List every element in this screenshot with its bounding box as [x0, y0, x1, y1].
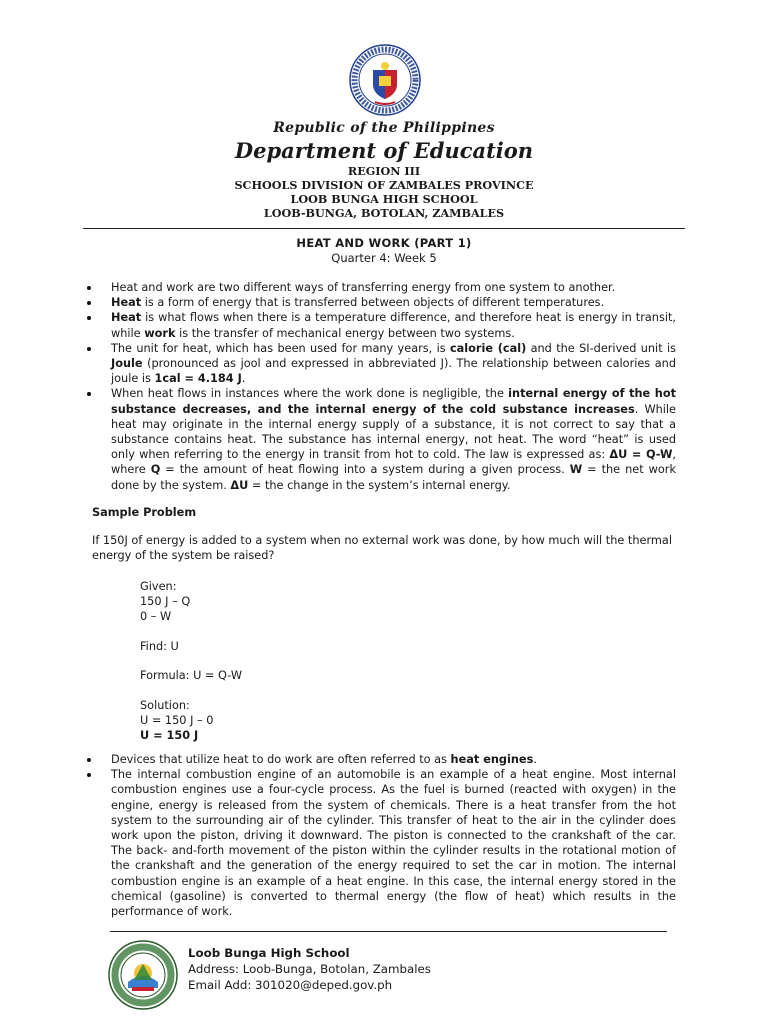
- republic-heading: Republic of the Philippines: [273, 120, 495, 136]
- bullet-text-run: ΔU = Q-W: [609, 448, 673, 462]
- bullet-text-run: .: [533, 753, 537, 766]
- bullet-text-run: = the net work done by the system.: [111, 463, 676, 492]
- given-label: Given:: [140, 580, 177, 593]
- given-q: 150 J – Q: [140, 595, 191, 608]
- footer-divider: [110, 931, 667, 932]
- bullet-text-run: .: [241, 372, 246, 386]
- bullet-item: [84, 280, 676, 295]
- footer-school-name: Loob Bunga High School: [188, 946, 350, 960]
- heat-engine-bullet-list: [84, 752, 676, 919]
- bullet-text-run: is a form of energy that is transferred between objects of different temperatures.: [141, 296, 605, 310]
- bullet-text-run: Heat: [111, 296, 142, 310]
- sample-question: If 150J of energy is added to a system when no external work was done, by how much will the thermal energy of the system be raised?: [92, 534, 672, 563]
- address-line: LOOB-BUNGA, BOTOLAN, ZAMBALES: [263, 206, 505, 220]
- bullet-text-run: Q: [150, 463, 161, 477]
- find-line: Find: U: [140, 640, 179, 653]
- solution-step: U = 150 J – 0: [140, 714, 214, 727]
- bullet-text-run: Devices that utilize heat to do work are often referred to as: [111, 753, 451, 766]
- bullet-text-run: and the SI-derived unit is: [526, 341, 676, 355]
- footer-address: Address: Loob-Bunga, Botolan, Zambales: [188, 962, 431, 976]
- bullet-text-run: Heat and work are two different ways of transferring energy from one system to another.: [111, 281, 616, 294]
- school-line: LOOB BUNGA HIGH SCHOOL: [290, 192, 478, 206]
- bullet-text-run: heat engines: [450, 753, 534, 766]
- bullet-text-run: ΔU: [230, 478, 249, 492]
- bullet-text-run: work: [144, 326, 176, 340]
- bullet-text-run: is the transfer of mechanical energy between two systems.: [175, 326, 515, 340]
- region-line: REGION III: [347, 164, 421, 178]
- deped-seal-icon: [349, 44, 421, 116]
- bullet-text-run: is what flows when there is a temperature difference, and therefore heat is energy in transit, while: [111, 311, 676, 340]
- bullet-item: [84, 386, 676, 492]
- bullet-text-run: (pronounced as jool and expressed in abbreviated J). The relationship between calories and joule is: [111, 357, 676, 386]
- bullet-text-run: , where: [111, 448, 676, 477]
- bullet-text-run: 1cal = 4.184 J: [154, 372, 242, 386]
- bullet-item: [84, 295, 676, 310]
- bullet-text-run: The unit for heat, which has been used for many years, is: [111, 341, 450, 355]
- bullet-text-run: . While heat may originate in the internal energy supply of a substance, it is not correct to say that a substance contains heat. The substance has internal energy, not heat. The word “heat” is used only when referring to the energy in transit from hot to cold. The law is expressed as:: [111, 402, 676, 462]
- bullet-item: [84, 767, 676, 919]
- bullet-text-run: = the amount of heat flowing into a system during a given process.: [160, 463, 570, 477]
- formula-line: Formula: U = Q-W: [140, 669, 242, 682]
- bullet-item: [84, 752, 676, 767]
- document-subtitle: Quarter 4: Week 5: [331, 251, 437, 265]
- bullet-text-run: internal energy of the hot substance decreases, and the internal energy of the cold substance increases: [111, 387, 676, 416]
- sample-problem-heading: Sample Problem: [92, 506, 197, 519]
- bullet-text-run: Joule: [111, 357, 143, 371]
- footer-email: Email Add: 301020@deped.gov.ph: [188, 978, 393, 992]
- solution-label: Solution:: [140, 699, 190, 712]
- solution-answer: U = 150 J: [140, 729, 199, 742]
- bullet-text-run: When heat flows in instances where the work done is negligible, the: [111, 387, 509, 401]
- bullet-text-run: W: [569, 463, 583, 477]
- division-line: SCHOOLS DIVISION OF ZAMBALES PROVINCE: [234, 178, 534, 192]
- bullet-item: [84, 310, 676, 340]
- given-w: 0 – W: [140, 610, 172, 623]
- bullet-text-run: The internal combustion engine of an automobile is an example of a heat engine. Most internal combustion engines use a four-cycle process. As the fuel is burned (reacted with oxygen) in the engine, energy is released from the system of chemicals. There is a heat transfer from the hot system to the surrounding air of the cylinder. This transfer of heat to the air in the cylinder does work upon the piston, driving it downward. The piston is connected to the crankshaft of the car. The back- and-forth movement of the piston within the cylinder results in the rotational motion of the crankshaft and the generation of the energy required to set the car in motion. The internal combustion engine is an example of a heat engine. In this case, the internal energy stored in the chemical (gasoline) is converted to thermal energy (the flow of heat) which results in the performance of work.: [111, 768, 676, 919]
- department-heading: Department of Education: [234, 138, 534, 163]
- header-divider: [83, 228, 685, 229]
- school-logo-icon: [108, 940, 178, 1010]
- bullet-text-run: = the change in the system’s internal energy.: [248, 478, 511, 492]
- bullet-item: [84, 341, 676, 387]
- concept-bullet-list: [84, 280, 676, 493]
- bullet-text-run: calorie (cal): [449, 341, 527, 355]
- document-title: HEAT AND WORK (PART 1): [296, 236, 472, 250]
- bullet-text-run: Heat: [111, 311, 142, 325]
